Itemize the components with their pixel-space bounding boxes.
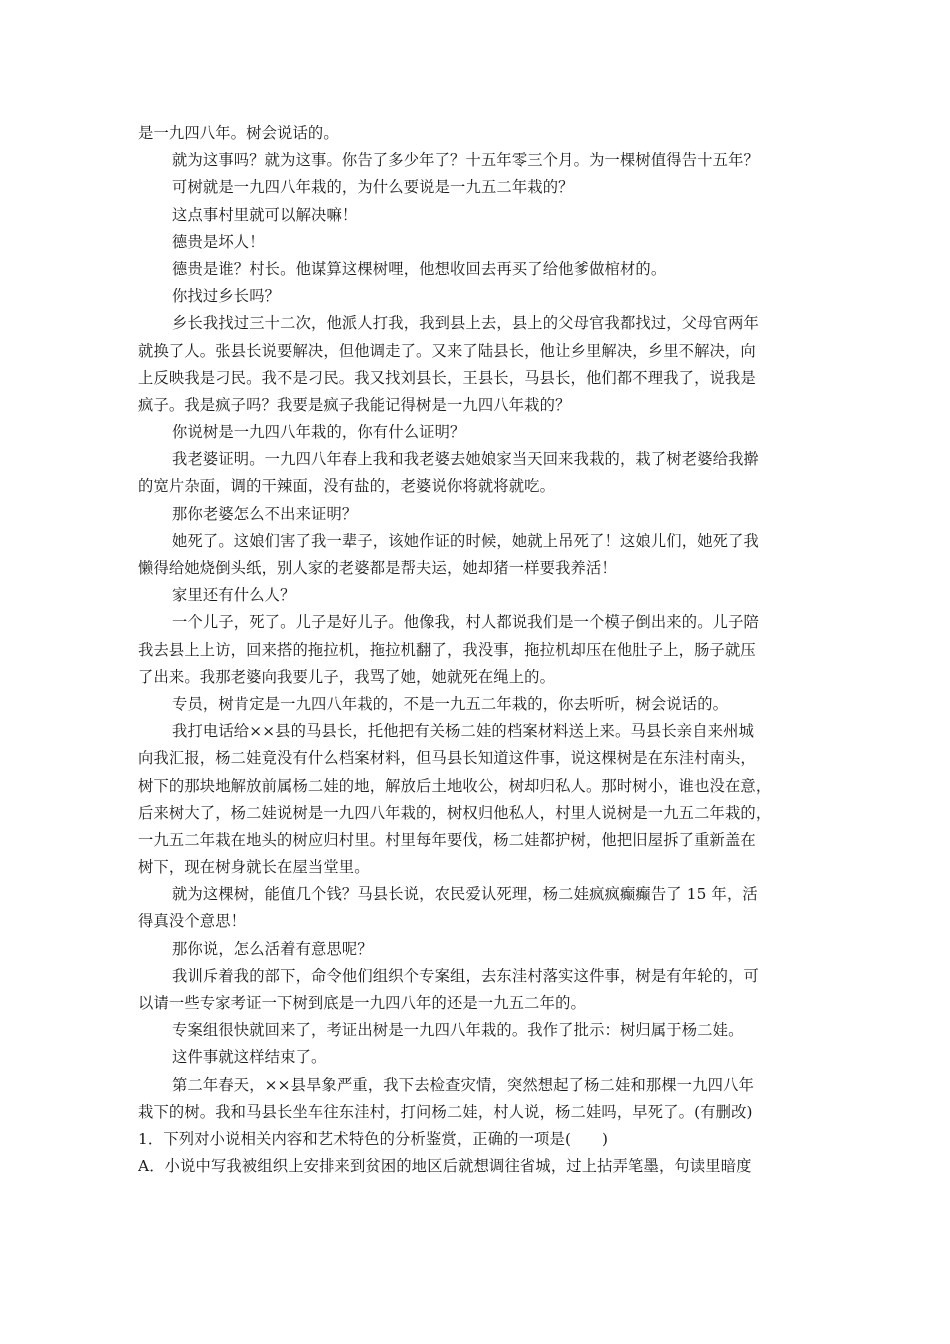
text-line: 疯子。我是疯子吗？我要是疯子我能记得树是一九四八年栽的？ bbox=[138, 395, 571, 414]
text-line: 我老婆证明。一九四八年春上我和我老婆去她娘家当天回来我栽的，栽了树老婆给我擀 bbox=[172, 450, 759, 469]
text-line: 一九五二年栽在地头的树应归村里。村里每年要伐，杨二娃都护树，他把旧屋拆了重新盖在 bbox=[138, 830, 756, 849]
text-line: 乡长我找过三十二次，他派人打我，我到县上去，县上的父母官我都找过，父母官两年 bbox=[172, 314, 759, 333]
text-line: 一个儿子，死了。儿子是好儿子。他像我，村人都说我们是一个模子倒出来的。儿子陪 bbox=[172, 613, 759, 632]
text-line: 得真没个意思！ bbox=[138, 912, 247, 931]
text-line: 懒得给她烧倒头纸，别人家的老婆都是帮夫运，她却猪一样要我养活！ bbox=[138, 559, 617, 577]
text-line: 可树就是一九四八年栽的，为什么要说是一九五二年栽的？ bbox=[172, 178, 574, 197]
text-line: 以请一些专家考证一下树到底是一九四八年的还是一九五二年的。 bbox=[138, 994, 586, 1012]
document-body bbox=[138, 120, 818, 1180]
text-line: 专案组很快就回来了，考证出树是一九四八年栽的。我作了批示：树归属于杨二娃。 bbox=[172, 1021, 744, 1040]
text-line: 树下，现在树身就长在屋当堂里。 bbox=[138, 858, 370, 877]
text-line: 第二年春天，××县旱象严重，我下去检查灾情，突然想起了杨二娃和那棵一九四八年 bbox=[172, 1075, 755, 1094]
text-line: 1．下列对小说相关内容和艺术特色的分析鉴赏，正确的一项是( ) bbox=[138, 1129, 609, 1148]
text-line: 我去县上上访，回来搭的拖拉机，拖拉机翻了，我没事，拖拉机却压在他肚子上，肠子就压 bbox=[138, 640, 756, 659]
text-line: 那你老婆怎么不出来证明？ bbox=[172, 504, 358, 523]
text-line: 德贵是坏人！ bbox=[172, 232, 265, 251]
text-line: 你说树是一九四八年栽的，你有什么证明？ bbox=[172, 423, 466, 442]
text-line: 我训斥着我的部下，命令他们组织个专案组，去东洼村落实这件事，树是有年轮的，可 bbox=[172, 966, 759, 985]
text-line: 这件事就这样结束了。 bbox=[172, 1048, 327, 1067]
text-line: 后来树大了，杨二娃说树是一九四八年栽的，树权归他私人，村里人说树是一九五二年栽的， bbox=[138, 803, 772, 822]
text-line: 栽下的树。我和马县长坐车往东洼村，打问杨二娃，村人说，杨二娃吗，早死了。(有删改) bbox=[138, 1102, 753, 1121]
text-line: 上反映我是刁民。我不是刁民。我又找刘县长，王县长，马县长，他们都不理我了，说我是 bbox=[138, 368, 756, 387]
text-line: 她死了。这娘们害了我一辈子，该她作证的时候，她就上吊死了！这娘儿们，她死了我 bbox=[172, 531, 759, 550]
text-line: 就为这事吗？就为这事。你告了多少年了？十五年零三个月。为一棵树值得告十五年？ bbox=[172, 151, 759, 170]
text-line: 就为这棵树，能值几个钱？马县长说，农民爱认死理，杨二娃疯疯癫癫告了 15 年，活 bbox=[172, 885, 758, 904]
text-line: 你找过乡长吗？ bbox=[172, 287, 281, 306]
text-line: 家里还有什么人？ bbox=[172, 586, 296, 605]
text-line: 了出来。我那老婆向我要儿子，我骂了她，她就死在绳上的。 bbox=[138, 667, 556, 686]
text-line: 这点事村里就可以解决嘛！ bbox=[172, 205, 358, 224]
text-line: 就换了人。张县长说要解决，但他调走了。又来了陆县长，他让乡里解决，乡里不解决，向 bbox=[138, 341, 756, 360]
text-line: 专员，树肯定是一九四八年栽的，不是一九五二年栽的，你去听听，树会说话的。 bbox=[172, 694, 729, 713]
text-line: 我打电话给××县的马县长，托他把有关杨二娃的档案材料送上来。马县长亲自来州城 bbox=[172, 722, 755, 741]
text-line: 是一九四八年。树会说话的。 bbox=[138, 124, 339, 142]
text-line: 那你说，怎么活着有意思呢？ bbox=[172, 939, 373, 958]
text-line: 树下的那块地解放前属杨二娃的地，解放后土地收公，树却归私人。那时树小，谁也没在意， bbox=[138, 776, 772, 795]
text-line: A．小说中写我被组织上安排来到贫困的地区后就想调往省城，过上拈弄笔墨，句读里暗度 bbox=[138, 1157, 752, 1176]
text-line: 向我汇报，杨二娃竟没有什么档案材料，但马县长知道这件事，说这棵树是在东洼村南头， bbox=[138, 749, 756, 768]
text-line: 德贵是谁？村长。他谋算这棵树哩，他想收回去再买了给他爹做棺材的。 bbox=[172, 259, 667, 278]
text-line: 的宽片杂面，调的干辣面，没有盐的，老婆说你将就将就吃。 bbox=[138, 477, 556, 496]
